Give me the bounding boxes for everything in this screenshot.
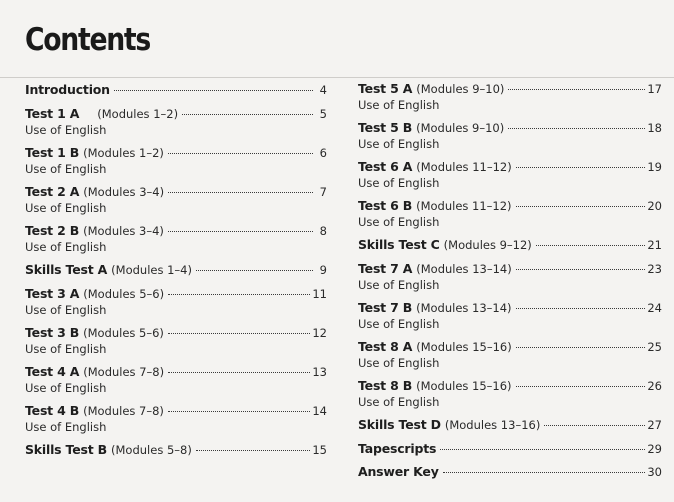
entry-page-number: 18 xyxy=(647,121,662,135)
contents-entry-line xyxy=(358,81,662,97)
entry-page-number: 4 xyxy=(319,83,327,97)
dot-leader xyxy=(168,153,313,154)
contents-entry-line xyxy=(358,261,662,277)
contents-entry xyxy=(25,325,327,357)
dot-leader xyxy=(168,294,310,295)
entry-page-number: 19 xyxy=(647,160,662,174)
entry-subtitle: Use of English xyxy=(25,303,107,317)
entry-page-number: 17 xyxy=(647,82,662,96)
contents-entry-line xyxy=(358,120,662,136)
entry-modules: (Modules 9–12) xyxy=(443,238,532,252)
contents-entry-line xyxy=(25,184,327,200)
dot-leader xyxy=(508,89,645,90)
contents-entry xyxy=(25,403,327,435)
entry-page-number: 8 xyxy=(319,224,327,238)
entry-title: Test 8 B xyxy=(358,378,413,393)
dot-leader xyxy=(544,425,645,426)
entry-modules: (Modules 5–8) xyxy=(111,443,192,457)
contents-entry xyxy=(358,378,662,410)
entry-page-number: 21 xyxy=(647,238,662,252)
contents-entry xyxy=(25,184,327,216)
dot-leader xyxy=(440,449,645,450)
entry-title: Answer Key xyxy=(358,464,439,479)
contents-entry-line xyxy=(25,403,327,419)
entry-page-number: 11 xyxy=(312,287,327,301)
entry-page-number: 5 xyxy=(319,107,327,121)
entry-page-number: 15 xyxy=(312,443,327,457)
entry-modules: (Modules 9–10) xyxy=(416,121,505,135)
contents-entry xyxy=(358,198,662,230)
entry-subtitle: Use of English xyxy=(358,98,440,112)
contents-entry-line xyxy=(358,159,662,175)
entry-page-number: 26 xyxy=(647,379,662,393)
entry-page-number: 30 xyxy=(647,465,662,479)
dot-leader xyxy=(168,411,310,412)
entry-modules: (Modules 7–8) xyxy=(83,404,164,418)
entry-title: Test 1 B xyxy=(25,145,80,160)
entry-subtitle: Use of English xyxy=(358,356,440,370)
entry-subtitle: Use of English xyxy=(25,162,107,176)
dot-leader xyxy=(168,372,310,373)
contents-entry xyxy=(25,82,327,98)
contents-entry-line xyxy=(25,364,327,380)
entry-title: Test 1 A xyxy=(25,106,80,121)
entry-subtitle: Use of English xyxy=(358,215,440,229)
entry-page-number: 25 xyxy=(647,340,662,354)
contents-entry xyxy=(358,464,662,480)
contents-entry-line xyxy=(358,237,662,253)
contents-entry-line xyxy=(358,198,662,214)
contents-entry xyxy=(358,237,662,253)
entry-title: Test 6 A xyxy=(358,159,413,174)
dot-leader xyxy=(516,269,646,270)
entry-page-number: 14 xyxy=(312,404,327,418)
entry-modules: (Modules 13–14) xyxy=(416,262,512,276)
entry-modules: (Modules 7–8) xyxy=(83,365,165,379)
entry-title: Test 4 B xyxy=(25,403,80,418)
entry-title: Test 6 B xyxy=(358,198,413,213)
contents-entry xyxy=(25,262,327,278)
entry-subtitle: Use of English xyxy=(358,317,440,331)
entry-modules: (Modules 1–2) xyxy=(97,107,179,121)
contents-entry xyxy=(358,159,662,191)
entry-page-number: 23 xyxy=(647,262,662,276)
entry-subtitle: Use of English xyxy=(25,342,107,356)
contents-entry xyxy=(25,286,327,318)
entry-modules: (Modules 5–6) xyxy=(83,326,164,340)
dot-leader xyxy=(516,308,646,309)
contents-entry xyxy=(25,223,327,255)
entry-page-number: 20 xyxy=(647,199,662,213)
entry-modules: (Modules 3–4) xyxy=(83,224,164,238)
entry-modules: (Modules 15–16) xyxy=(416,379,512,393)
title-divider xyxy=(0,77,674,78)
dot-leader xyxy=(114,90,313,91)
entry-page-number: 6 xyxy=(319,146,327,160)
contents-entry-line xyxy=(25,286,327,302)
entry-modules: (Modules 1–2) xyxy=(83,146,164,160)
contents-entry-line xyxy=(358,300,662,316)
dot-leader xyxy=(168,231,313,232)
entry-modules: (Modules 11–12) xyxy=(416,160,512,174)
contents-entry-line xyxy=(358,441,662,457)
entry-subtitle: Use of English xyxy=(358,176,440,190)
entry-subtitle: Use of English xyxy=(358,137,440,151)
entry-title: Skills Test C xyxy=(358,237,440,252)
entry-modules: (Modules 1–4) xyxy=(111,263,192,277)
dot-leader xyxy=(516,347,646,348)
contents-entry-line xyxy=(25,145,327,161)
contents-entry-line xyxy=(25,106,327,122)
contents-entry-line xyxy=(25,223,327,239)
contents-entry-line xyxy=(358,417,662,433)
entry-title: Test 3 B xyxy=(25,325,80,340)
contents-entry xyxy=(358,120,662,152)
dot-leader xyxy=(516,206,646,207)
contents-entry xyxy=(25,442,327,458)
dot-leader xyxy=(196,450,311,451)
entry-page-number: 29 xyxy=(647,442,662,456)
entry-modules: (Modules 3–4) xyxy=(83,185,165,199)
contents-entry xyxy=(25,364,327,396)
contents-entry xyxy=(358,441,662,457)
contents-entry-line xyxy=(25,262,327,278)
entry-subtitle: Use of English xyxy=(25,240,107,254)
contents-entry xyxy=(358,339,662,371)
entry-modules: (Modules 15–16) xyxy=(416,340,512,354)
dot-leader xyxy=(196,270,313,271)
contents-entry xyxy=(25,145,327,177)
dot-leader xyxy=(508,128,645,129)
entry-page-number: 7 xyxy=(319,185,327,199)
entry-title: Test 3 A xyxy=(25,286,80,301)
dot-leader xyxy=(443,472,646,473)
dot-leader xyxy=(516,386,646,387)
entry-page-number: 13 xyxy=(312,365,327,379)
contents-entry xyxy=(358,300,662,332)
entry-subtitle: Use of English xyxy=(25,123,107,137)
entry-subtitle: Use of English xyxy=(358,395,440,409)
entry-subtitle: Use of English xyxy=(25,381,107,395)
dot-leader xyxy=(182,114,313,115)
entry-title: Test 2 A xyxy=(25,184,80,199)
entry-title: Test 8 A xyxy=(358,339,413,354)
contents-entry-line xyxy=(358,378,662,394)
dot-leader xyxy=(168,192,313,193)
dot-leader xyxy=(516,167,646,168)
entry-modules: (Modules 13–14) xyxy=(416,301,512,315)
entry-title: Test 5 A xyxy=(358,81,413,96)
entry-modules: (Modules 9–10) xyxy=(416,82,505,96)
entry-title: Test 7 A xyxy=(358,261,413,276)
dot-leader xyxy=(168,333,310,334)
entry-page-number: 27 xyxy=(647,418,662,432)
contents-entry-line xyxy=(358,339,662,355)
contents-entry-line xyxy=(25,325,327,341)
contents-entry xyxy=(25,106,327,138)
entry-modules: (Modules 5–6) xyxy=(83,287,165,301)
entry-title: Introduction xyxy=(25,82,110,97)
page-title: Contents xyxy=(25,22,150,58)
entry-page-number: 9 xyxy=(319,263,327,277)
entry-title: Tapescripts xyxy=(358,441,437,456)
entry-title: Test 7 B xyxy=(358,300,413,315)
entry-page-number: 24 xyxy=(647,301,662,315)
contents-entry xyxy=(358,417,662,433)
contents-entry xyxy=(358,261,662,293)
entry-title: Test 5 B xyxy=(358,120,413,135)
entry-modules: (Modules 11–12) xyxy=(416,199,512,213)
contents-entry-line xyxy=(358,464,662,480)
entry-subtitle: Use of English xyxy=(25,420,107,434)
contents-entry-line xyxy=(25,82,327,98)
entry-page-number: 12 xyxy=(312,326,327,340)
entry-title: Test 2 B xyxy=(25,223,80,238)
entry-title: Skills Test B xyxy=(25,442,108,457)
dot-leader xyxy=(536,245,646,246)
entry-title: Skills Test D xyxy=(358,417,441,432)
contents-entry xyxy=(358,81,662,113)
entry-title: Skills Test A xyxy=(25,262,108,277)
entry-subtitle: Use of English xyxy=(25,201,107,215)
entry-title: Test 4 A xyxy=(25,364,80,379)
contents-entry-line xyxy=(25,442,327,458)
entry-modules: (Modules 13–16) xyxy=(444,418,541,432)
entry-subtitle: Use of English xyxy=(358,278,440,292)
